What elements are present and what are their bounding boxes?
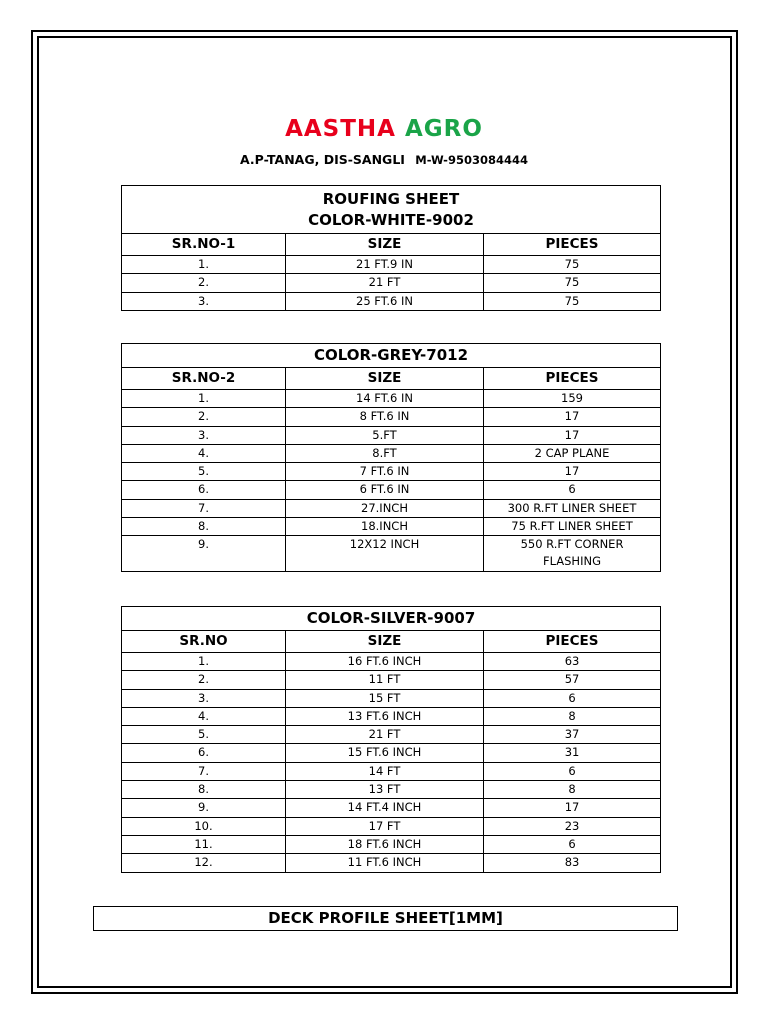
table-title: COLOR-SILVER-9007 xyxy=(122,607,661,631)
table-row xyxy=(122,762,661,780)
cell-pieces: 159 xyxy=(484,390,661,408)
cell-srno: 1. xyxy=(122,256,286,274)
cell-size: 14 FT.4 INCH xyxy=(286,799,484,817)
cell-size: 15 FT xyxy=(286,689,484,707)
table-title: COLOR-GREY-7012 xyxy=(122,344,661,368)
cell-pieces: 23 xyxy=(484,817,661,835)
table-row xyxy=(122,390,661,408)
table-row xyxy=(122,744,661,762)
table-row xyxy=(122,689,661,707)
cell-size: 14 FT xyxy=(286,762,484,780)
cell-size: 27.INCH xyxy=(286,499,484,517)
cell-pieces: 57 xyxy=(484,671,661,689)
cell-size: 11 FT xyxy=(286,671,484,689)
table-row xyxy=(122,426,661,444)
column-header-size: SIZE xyxy=(286,631,484,653)
cell-size: 14 FT.6 IN xyxy=(286,390,484,408)
cell-size: 18 FT.6 INCH xyxy=(286,835,484,853)
cell-size: 21 FT xyxy=(286,726,484,744)
cell-srno: 3. xyxy=(122,689,286,707)
cell-srno: 8. xyxy=(122,518,286,536)
cell-pieces: 75 R.FT LINER SHEET xyxy=(484,518,661,536)
table-header-row xyxy=(122,234,661,256)
cell-size: 6 FT.6 IN xyxy=(286,481,484,499)
table-row xyxy=(122,481,661,499)
table-row xyxy=(122,444,661,462)
table-row xyxy=(122,653,661,671)
column-header-srno: SR.NO xyxy=(122,631,286,653)
table-title-line: COLOR-WHITE-9002 xyxy=(308,210,474,229)
cell-srno: 2. xyxy=(122,274,286,292)
cell-srno: 4. xyxy=(122,707,286,725)
silver-9007-table xyxy=(121,606,661,873)
cell-pieces: 75 xyxy=(484,274,661,292)
column-header-srno: SR.NO-1 xyxy=(122,234,286,256)
cell-size: 5.FT xyxy=(286,426,484,444)
cell-size: 21 FT.9 IN xyxy=(286,256,484,274)
cell-srno: 12. xyxy=(122,854,286,872)
cell-size: 13 FT xyxy=(286,781,484,799)
cell-srno: 8. xyxy=(122,781,286,799)
cell-pieces: 8 xyxy=(484,781,661,799)
table-row xyxy=(122,835,661,853)
white-9002-table xyxy=(121,185,661,311)
cell-srno: 5. xyxy=(122,463,286,481)
table-row xyxy=(122,707,661,725)
table-row xyxy=(122,817,661,835)
address-line: A.P-TANAG, DIS-SANGLI xyxy=(240,152,405,167)
table-title-line: ROUFING SHEET xyxy=(322,189,460,208)
cell-size: 16 FT.6 INCH xyxy=(286,653,484,671)
cell-pieces: 6 xyxy=(484,762,661,780)
cell-srno: 10. xyxy=(122,817,286,835)
cell-srno: 7. xyxy=(122,499,286,517)
company-name xyxy=(0,116,768,142)
cell-size: 11 FT.6 INCH xyxy=(286,854,484,872)
cell-pieces: 17 xyxy=(484,463,661,481)
cell-pieces: 8 xyxy=(484,707,661,725)
table-header-row xyxy=(122,368,661,390)
column-header-size: SIZE xyxy=(286,368,484,390)
table-row xyxy=(122,274,661,292)
column-header-pieces: PIECES xyxy=(484,234,661,256)
cell-pieces: 2 CAP PLANE xyxy=(484,444,661,462)
table-row xyxy=(122,799,661,817)
cell-srno: 3. xyxy=(122,426,286,444)
column-header-size: SIZE xyxy=(286,234,484,256)
table-header-row xyxy=(122,631,661,653)
table-row xyxy=(122,292,661,310)
cell-size: 15 FT.6 INCH xyxy=(286,744,484,762)
cell-srno: 4. xyxy=(122,444,286,462)
cell-size: 7 FT.6 IN xyxy=(286,463,484,481)
cell-pieces: 75 xyxy=(484,292,661,310)
cell-srno: 3. xyxy=(122,292,286,310)
cell-pieces: 37 xyxy=(484,726,661,744)
table-row xyxy=(122,499,661,517)
table-row xyxy=(122,536,661,572)
cell-size: 21 FT xyxy=(286,274,484,292)
table-row xyxy=(122,671,661,689)
table-row xyxy=(122,781,661,799)
column-header-pieces: PIECES xyxy=(484,368,661,390)
cell-pieces: 17 xyxy=(484,408,661,426)
cell-size: 12X12 INCH xyxy=(286,536,484,572)
cell-srno: 1. xyxy=(122,390,286,408)
table-row xyxy=(122,726,661,744)
cell-pieces: 550 R.FT CORNER FLASHING xyxy=(484,536,661,572)
cell-srno: 9. xyxy=(122,799,286,817)
cell-srno: 9. xyxy=(122,536,286,572)
cell-pieces: 75 xyxy=(484,256,661,274)
cell-size: 8.FT xyxy=(286,444,484,462)
table-row xyxy=(122,408,661,426)
cell-pieces: 6 xyxy=(484,835,661,853)
cell-size: 18.INCH xyxy=(286,518,484,536)
company-address xyxy=(0,152,768,167)
cell-srno: 7. xyxy=(122,762,286,780)
table-row xyxy=(122,463,661,481)
column-header-srno: SR.NO-2 xyxy=(122,368,286,390)
column-header-pieces: PIECES xyxy=(484,631,661,653)
company-name-word1: AASTHA xyxy=(285,116,396,142)
cell-srno: 2. xyxy=(122,408,286,426)
deck-profile-sheet-title: DECK PROFILE SHEET[1MM] xyxy=(93,906,678,931)
cell-pieces: 17 xyxy=(484,799,661,817)
table-row xyxy=(122,256,661,274)
cell-pieces: 83 xyxy=(484,854,661,872)
cell-pieces: 31 xyxy=(484,744,661,762)
cell-srno: 1. xyxy=(122,653,286,671)
table-row xyxy=(122,518,661,536)
cell-srno: 2. xyxy=(122,671,286,689)
cell-srno: 6. xyxy=(122,744,286,762)
cell-pieces: 6 xyxy=(484,481,661,499)
grey-7012-table xyxy=(121,343,661,572)
cell-srno: 11. xyxy=(122,835,286,853)
cell-size: 25 FT.6 IN xyxy=(286,292,484,310)
company-name-word2: AGRO xyxy=(404,116,483,142)
cell-pieces: 300 R.FT LINER SHEET xyxy=(484,499,661,517)
cell-pieces: 17 xyxy=(484,426,661,444)
cell-size: 8 FT.6 IN xyxy=(286,408,484,426)
table-title xyxy=(122,186,661,234)
table-row xyxy=(122,854,661,872)
cell-pieces: 63 xyxy=(484,653,661,671)
cell-srno: 5. xyxy=(122,726,286,744)
cell-size: 17 FT xyxy=(286,817,484,835)
cell-pieces: 6 xyxy=(484,689,661,707)
cell-srno: 6. xyxy=(122,481,286,499)
cell-size: 13 FT.6 INCH xyxy=(286,707,484,725)
phone-number: M-W-9503084444 xyxy=(415,153,528,167)
